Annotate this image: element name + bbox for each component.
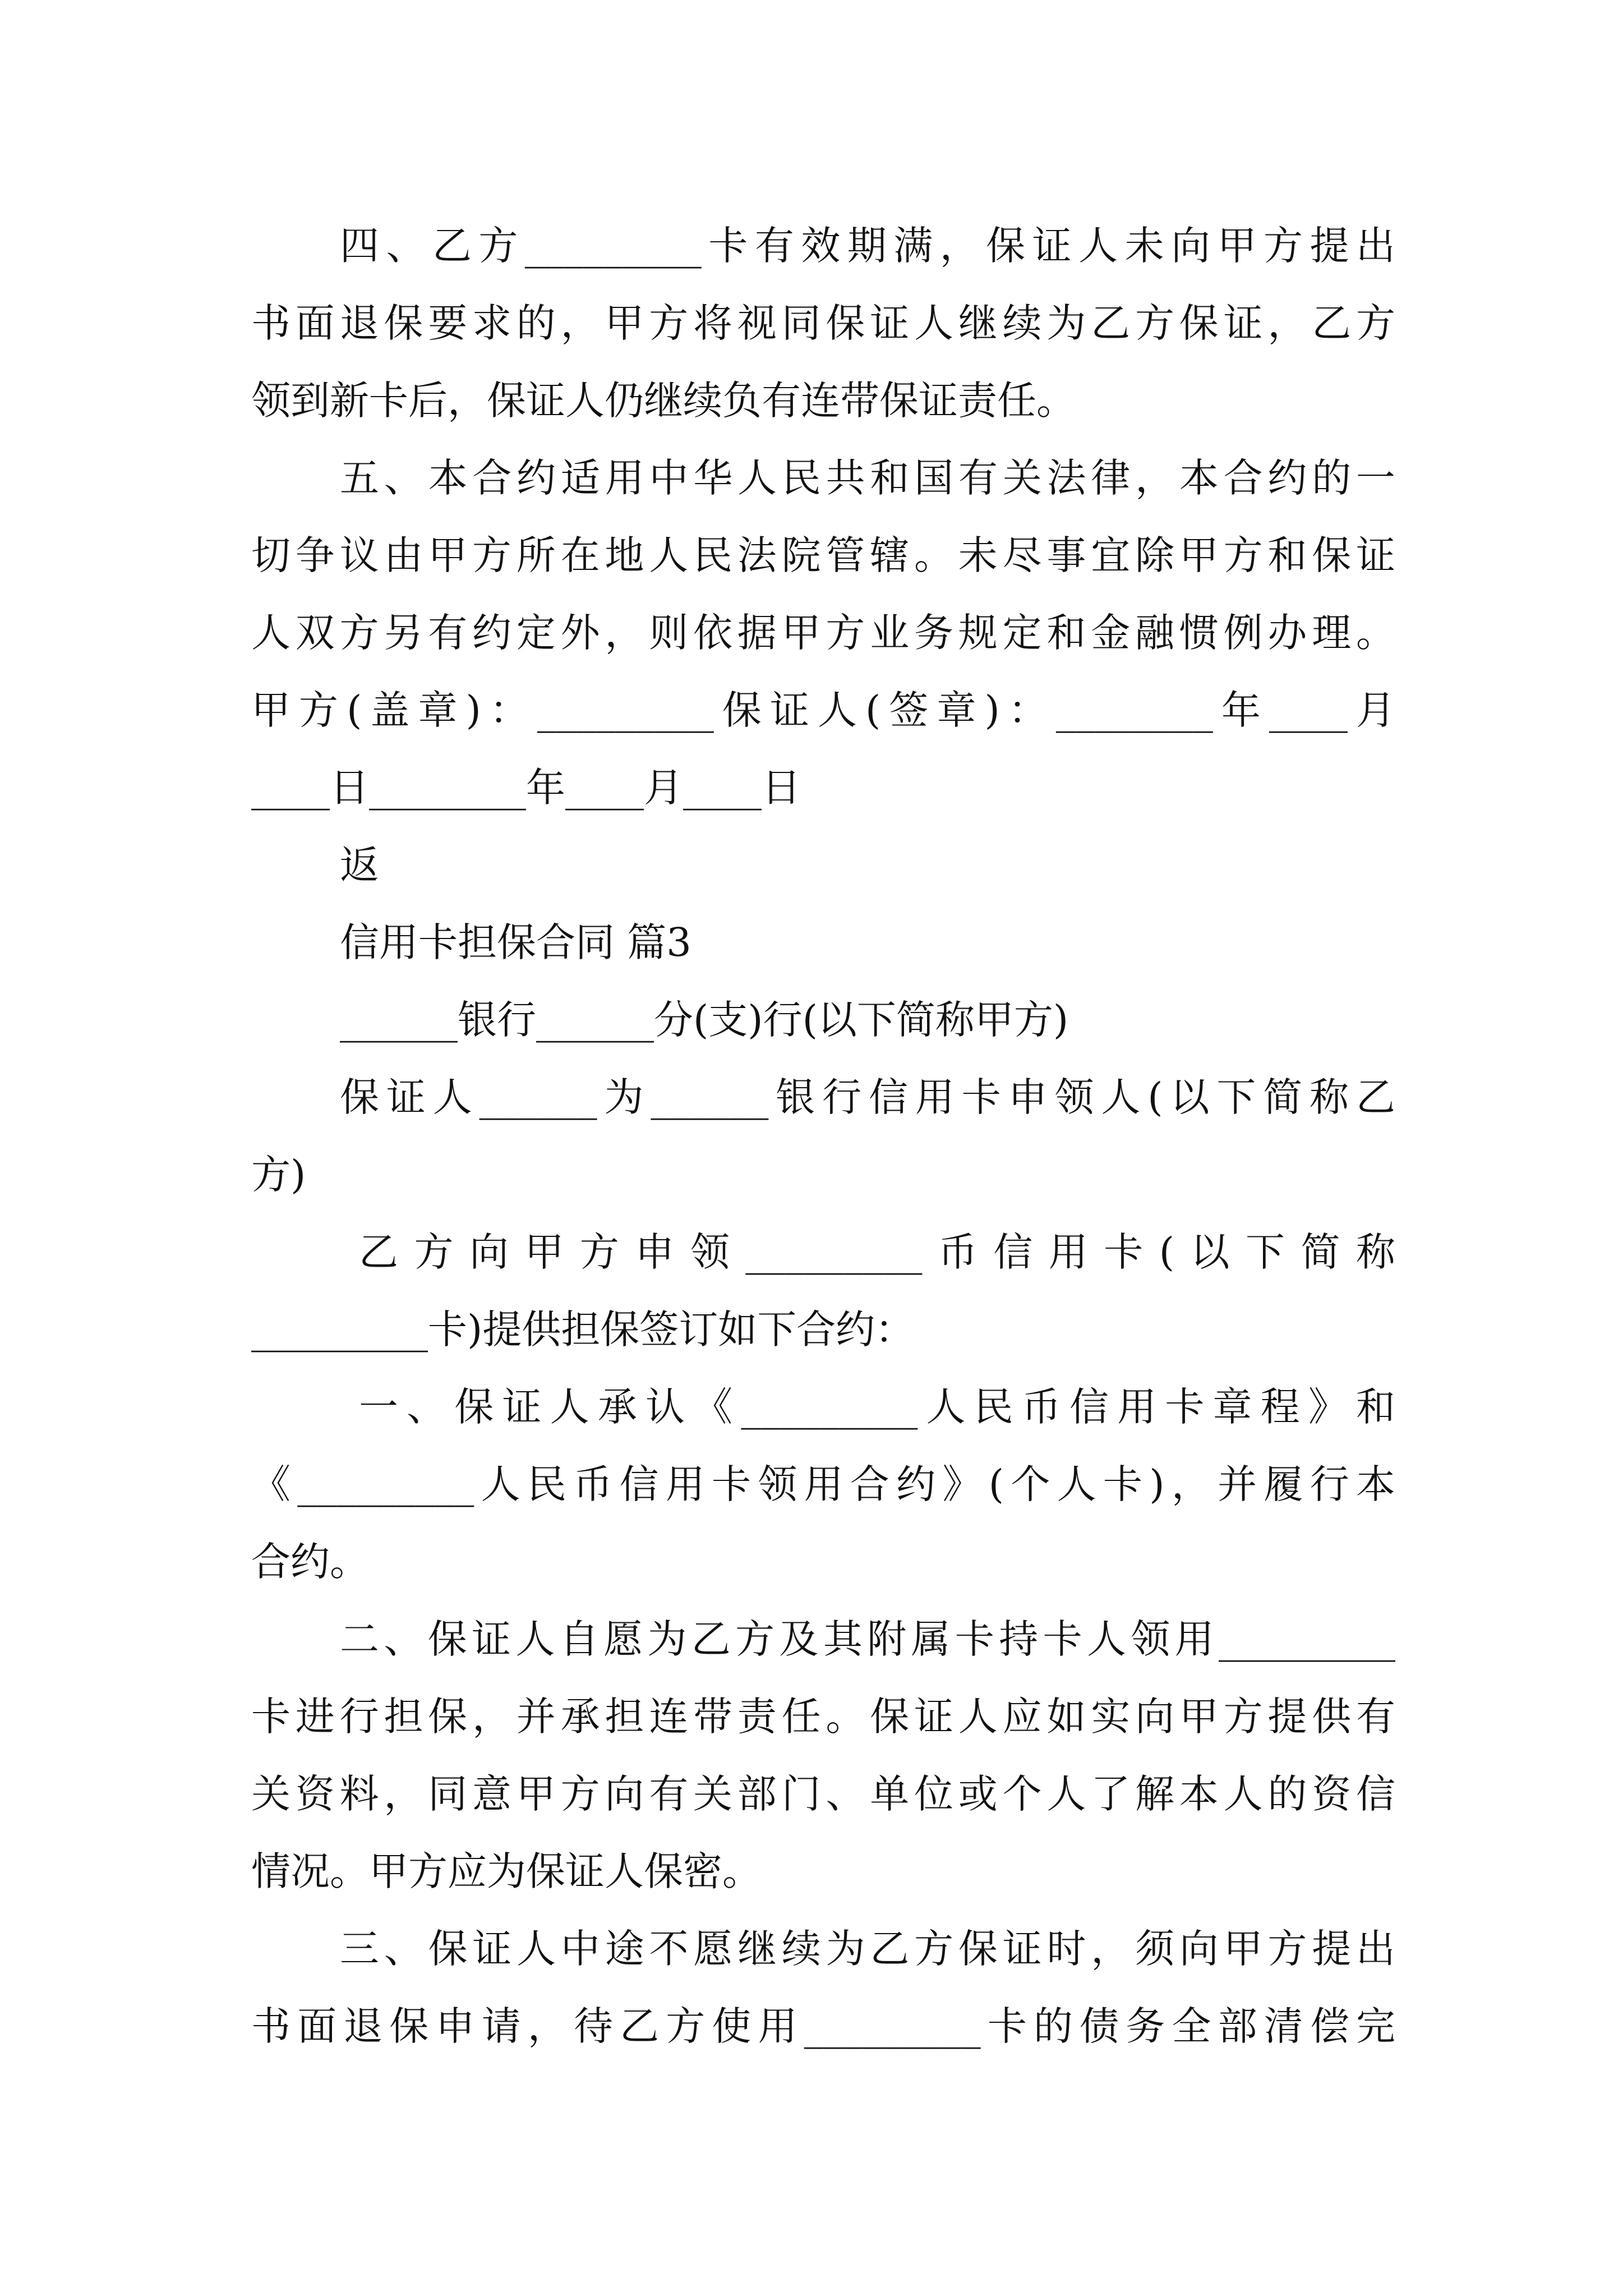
guarantor-line-1: 保证人______为______银行信用卡申领人(以下简称乙 (340, 1074, 1395, 1120)
clause-1-line-1: 一、保证人承认《_________人民币信用卡章程》和 (359, 1384, 1395, 1430)
clause-2-line-4: 情况。甲方应为保证人保密。 (251, 1848, 762, 1894)
signature-line-2: ____日________年____月____日 (251, 765, 801, 811)
signature-line-1: 甲方(盖章)：_________保证人(签章)：________年____月 (251, 687, 1395, 733)
section-title: 信用卡担保合同 篇3 (340, 919, 691, 965)
guarantor-line-2: 方) (251, 1152, 306, 1198)
paragraph-4-line-3: 领到新卡后，保证人仍继续负有连带保证责任。 (251, 378, 1076, 424)
party-a-line: ______银行______分(支)行(以下简称甲方) (340, 997, 1069, 1043)
clause-2-line-3: 关资料，同意甲方向有关部门、单位或个人了解本人的资信 (251, 1771, 1395, 1817)
clause-3-line-1: 三、保证人中途不愿继续为乙方保证时，须向甲方提出 (340, 1926, 1395, 1972)
application-line-2: _________卡)提供担保签订如下合约： (251, 1306, 915, 1352)
return-text: 返 (340, 842, 379, 888)
paragraph-5-line-3: 人双方另有约定外，则依据甲方业务规定和金融惯例办理。 (251, 610, 1395, 656)
clause-1-line-3: 合约。 (251, 1539, 369, 1585)
paragraph-5-line-2: 切争议由甲方所在地人民法院管辖。未尽事宜除甲方和保证 (251, 532, 1395, 578)
application-line-1: 乙方向甲方申领_________币信用卡(以下简称 (359, 1229, 1395, 1275)
paragraph-4-line-2: 书面退保要求的，甲方将视同保证人继续为乙方保证，乙方 (251, 300, 1395, 346)
paragraph-5-line-1: 五、本合约适用中华人民共和国有关法律，本合约的一 (340, 455, 1395, 501)
clause-2-line-1: 二、保证人自愿为乙方及其附属卡持卡人领用_________ (340, 1616, 1395, 1662)
clause-1-line-2: 《_________人民币信用卡领用合约》(个人卡)，并履行本 (251, 1461, 1395, 1507)
clause-2-line-2: 卡进行担保，并承担连带责任。保证人应如实向甲方提供有 (251, 1694, 1395, 1740)
paragraph-4-line-1: 四、乙方_________卡有效期满，保证人未向甲方提出 (340, 223, 1395, 269)
clause-3-line-2: 书面退保申请，待乙方使用_________卡的债务全部清偿完 (251, 2003, 1395, 2049)
